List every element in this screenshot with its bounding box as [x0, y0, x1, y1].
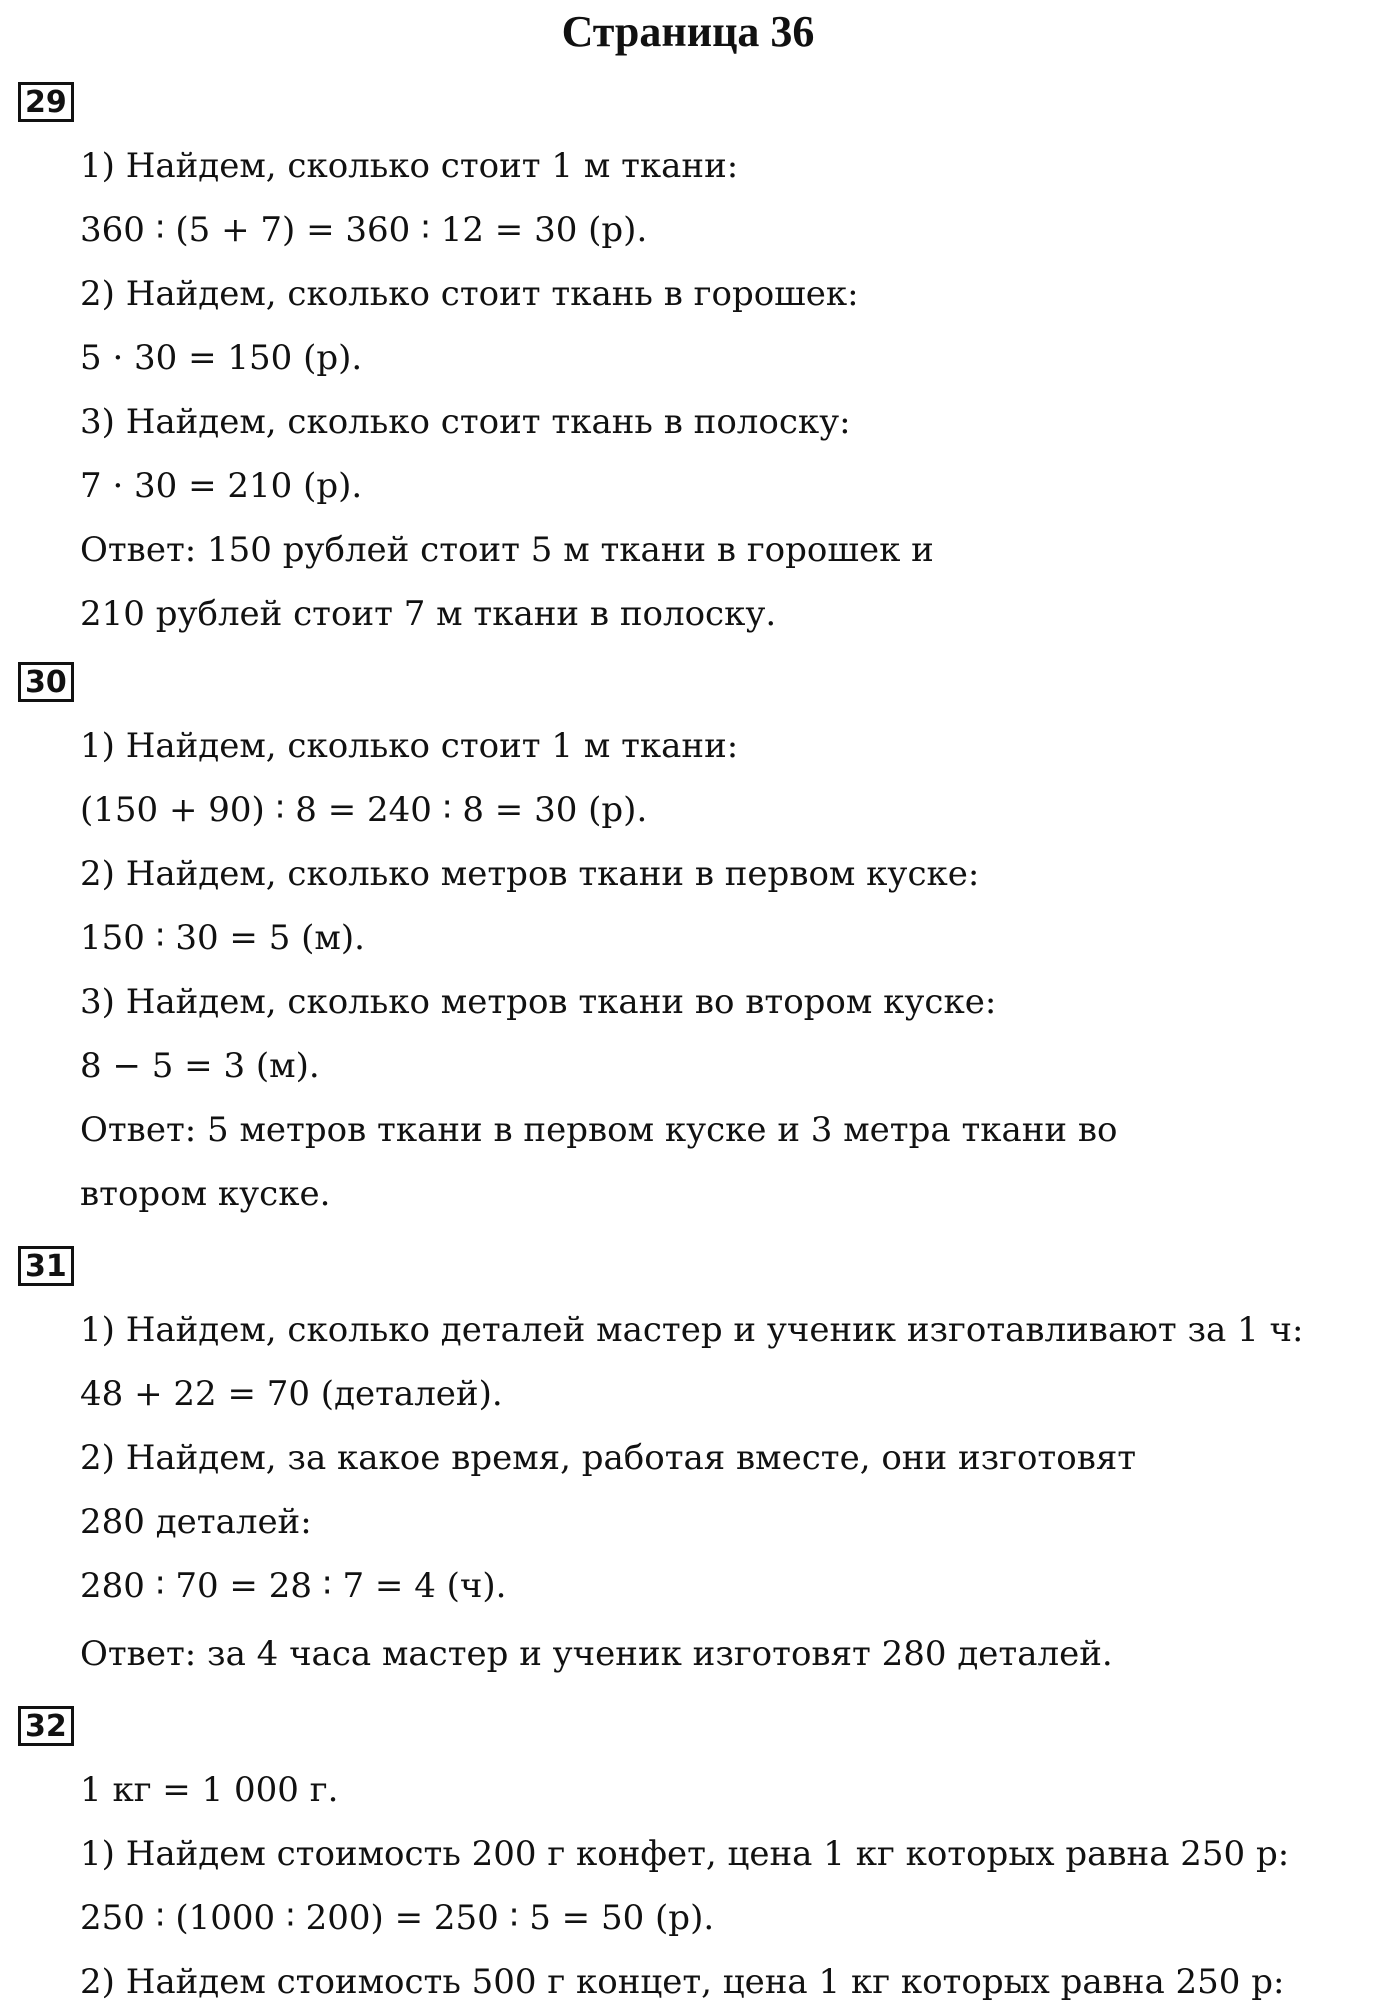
solution-line: 2) Найдем, сколько метров ткани в первом куске: [80, 854, 980, 894]
answer-line: Ответ: 150 рублей стоит 5 м ткани в горошек и [80, 530, 934, 570]
solution-line: 3) Найдем, сколько стоит ткань в полоску: [80, 402, 851, 442]
solution-line: 1) Найдем, сколько стоит 1 м ткани: [80, 146, 739, 186]
answer-line: 210 рублей стоит 7 м ткани в полоску. [80, 594, 777, 634]
answer-line: Ответ: 5 метров ткани в первом куске и 3 метра ткани во [80, 1110, 1118, 1150]
solution-line: 280 деталей: [80, 1502, 312, 1542]
problem-number-box: 32 [18, 1706, 74, 1746]
solution-line: 250 ∶ (1000 ∶ 200) = 250 ∶ 5 = 50 (р). [80, 1898, 715, 1938]
solution-line: 360 ∶ (5 + 7) = 360 ∶ 12 = 30 (р). [80, 210, 648, 250]
page-title: Страница 36 [561, 7, 815, 56]
solution-line: 2) Найдем стоимость 500 г концет, цена 1 кг которых равна 250 р: [80, 1962, 1285, 2002]
answer-line: Ответ: за 4 часа мастер и ученик изготовят 280 деталей. [80, 1634, 1113, 1674]
problem-number-box: 31 [18, 1246, 74, 1286]
solution-line: 1) Найдем стоимость 200 г конфет, цена 1 кг которых равна 250 р: [80, 1834, 1290, 1874]
problem-number-box: 30 [18, 662, 74, 702]
solution-line: 280 ∶ 70 = 28 ∶ 7 = 4 (ч). [80, 1566, 507, 1606]
solution-lines [80, 134, 934, 646]
solution-line: 1) Найдем, сколько деталей мастер и ученик изготавливают за 1 ч: [80, 1310, 1304, 1350]
problem-number-box: 29 [18, 82, 74, 122]
solution-line: (150 + 90) ∶ 8 = 240 ∶ 8 = 30 (р). [80, 790, 648, 830]
solution-line: 2) Найдем, за какое время, работая вместе, они изготовят [80, 1438, 1137, 1478]
solution-lines [80, 1298, 1303, 1686]
solution-line: 1) Найдем, сколько стоит 1 м ткани: [80, 726, 739, 766]
solution-line: 1 кг = 1 000 г. [80, 1770, 339, 1810]
solution-line: 3) Найдем, сколько метров ткани во втором куске: [80, 982, 997, 1022]
solution-line: 8 − 5 = 3 (м). [80, 1046, 320, 1086]
solution-line: 48 + 22 = 70 (деталей). [80, 1374, 503, 1414]
solution-line: 7 · 30 = 210 (р). [80, 466, 363, 506]
solution-line: 2) Найдем, сколько стоит ткань в горошек: [80, 274, 859, 314]
solution-line: 5 · 30 = 150 (р). [80, 338, 363, 378]
solution-lines [80, 1758, 1289, 2014]
solution-lines [80, 714, 1118, 1226]
solution-line: 150 ∶ 30 = 5 (м). [80, 918, 365, 958]
answer-line: втором куске. [80, 1174, 331, 1214]
